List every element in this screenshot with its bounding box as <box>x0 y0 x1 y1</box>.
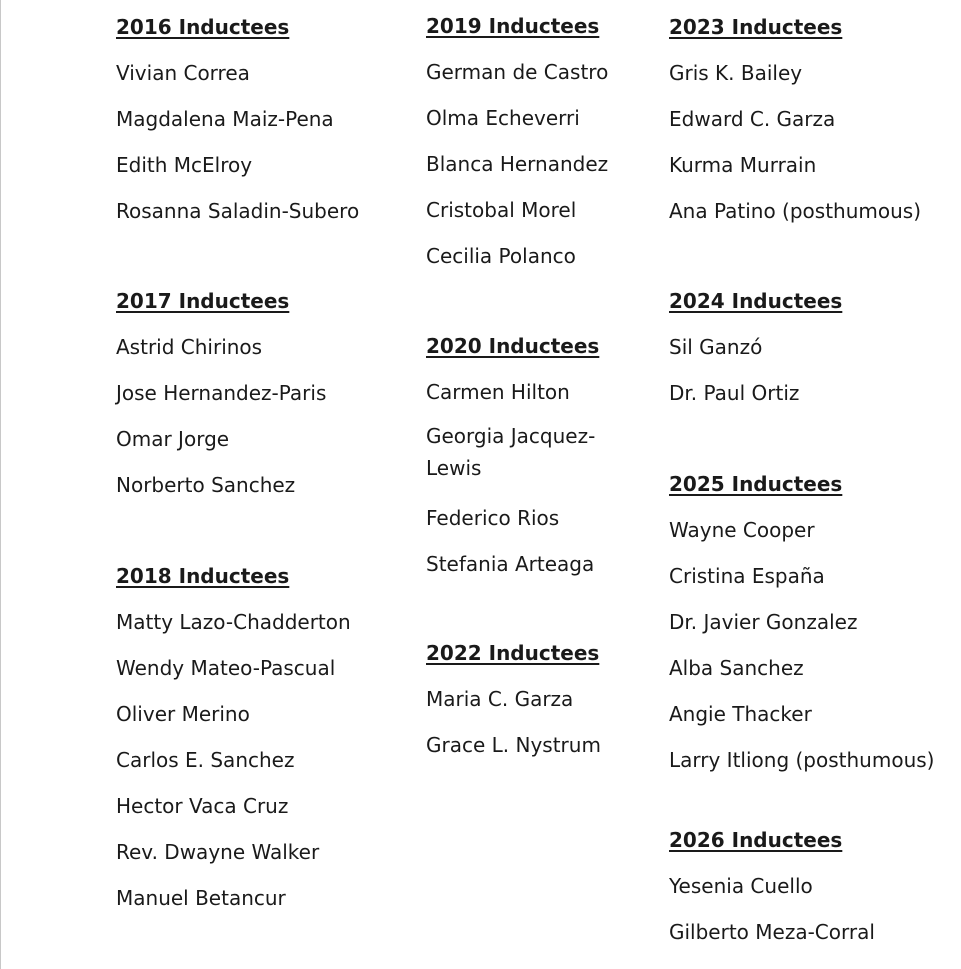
inductee-name: Ana Patino (posthumous) <box>669 199 922 223</box>
inductee-name: Dr. Paul Ortiz <box>669 381 800 405</box>
inductee-list <box>669 874 959 944</box>
inductee-name: Rev. Dwayne Walker <box>116 840 320 864</box>
inductee-group-2019 <box>426 14 661 268</box>
inductee-list <box>669 61 959 223</box>
inductee-name: Georgia Jacquez-Lewis <box>426 424 596 480</box>
inductee-name: Federico Rios <box>426 506 560 530</box>
inductee-group-2018 <box>116 564 416 910</box>
inductee-name: Gilberto Meza-Corral <box>669 920 875 944</box>
inductee-list <box>116 335 416 497</box>
group-heading: 2024 Inductees <box>669 289 843 313</box>
inductee-name: Vivian Correa <box>116 61 250 85</box>
inductee-name: Astrid Chirinos <box>116 335 263 359</box>
inductee-group-2017 <box>116 289 416 497</box>
inductee-name: Gris K. Bailey <box>669 61 803 85</box>
inductee-list <box>669 518 959 772</box>
group-heading: 2026 Inductees <box>669 828 843 852</box>
inductee-name: Rosanna Saladin-Subero <box>116 199 360 223</box>
inductee-name: Larry Itliong (posthumous) <box>669 748 935 772</box>
inductee-group-2016 <box>116 15 416 223</box>
inductee-group-2025 <box>669 472 959 772</box>
inductee-name: Jose Hernandez-Paris <box>116 381 327 405</box>
inductee-name: Olma Echeverri <box>426 106 580 130</box>
group-heading: 2020 Inductees <box>426 334 600 358</box>
inductee-group-2026 <box>669 828 959 944</box>
inductee-name: Alba Sanchez <box>669 656 804 680</box>
inductee-list <box>116 610 416 910</box>
inductee-name: Matty Lazo-Chadderton <box>116 610 351 634</box>
inductee-list <box>116 61 416 223</box>
group-heading: 2019 Inductees <box>426 14 600 38</box>
inductee-name: Kurma Murrain <box>669 153 817 177</box>
group-heading: 2018 Inductees <box>116 564 290 588</box>
inductee-name: Wendy Mateo-Pascual <box>116 656 336 680</box>
inductee-name: Dr. Javier Gonzalez <box>669 610 858 634</box>
inductee-group-2023 <box>669 15 959 223</box>
inductee-name: Edward C. Garza <box>669 107 836 131</box>
inductee-group-2022 <box>426 641 661 757</box>
inductee-name: Grace L. Nystrum <box>426 733 601 757</box>
inductee-name: Yesenia Cuello <box>669 874 813 898</box>
inductee-name: Omar Jorge <box>116 427 230 451</box>
inductee-name: Wayne Cooper <box>669 518 815 542</box>
inductee-name: Norberto Sanchez <box>116 473 296 497</box>
inductee-name: Blanca Hernandez <box>426 152 609 176</box>
inductee-name: Carlos E. Sanchez <box>116 748 295 772</box>
inductee-name: Angie Thacker <box>669 702 812 726</box>
inductee-name: Hector Vaca Cruz <box>116 794 289 818</box>
inductee-name: Cecilia Polanco <box>426 244 576 268</box>
inductee-list <box>426 380 661 576</box>
inductee-name: Sil Ganzó <box>669 335 763 359</box>
inductee-list <box>669 335 959 405</box>
inductee-group-2020 <box>426 334 661 576</box>
inductee-name: Cristobal Morel <box>426 198 577 222</box>
inductee-list <box>426 60 661 268</box>
inductee-name: Oliver Merino <box>116 702 250 726</box>
inductee-group-2024 <box>669 289 959 405</box>
inductee-name: Carmen Hilton <box>426 380 570 404</box>
group-heading: 2023 Inductees <box>669 15 843 39</box>
group-heading: 2017 Inductees <box>116 289 290 313</box>
group-heading: 2022 Inductees <box>426 641 600 665</box>
inductee-name: Stefania Arteaga <box>426 552 595 576</box>
inductee-name: Cristina España <box>669 564 825 588</box>
group-heading: 2025 Inductees <box>669 472 843 496</box>
group-heading: 2016 Inductees <box>116 15 290 39</box>
inductee-name: Magdalena Maiz-Pena <box>116 107 334 131</box>
inductee-name: German de Castro <box>426 60 609 84</box>
inductee-list <box>426 687 661 757</box>
inductee-name: Edith McElroy <box>116 153 253 177</box>
inductee-name: Manuel Betancur <box>116 886 286 910</box>
inductee-name: Maria C. Garza <box>426 687 574 711</box>
